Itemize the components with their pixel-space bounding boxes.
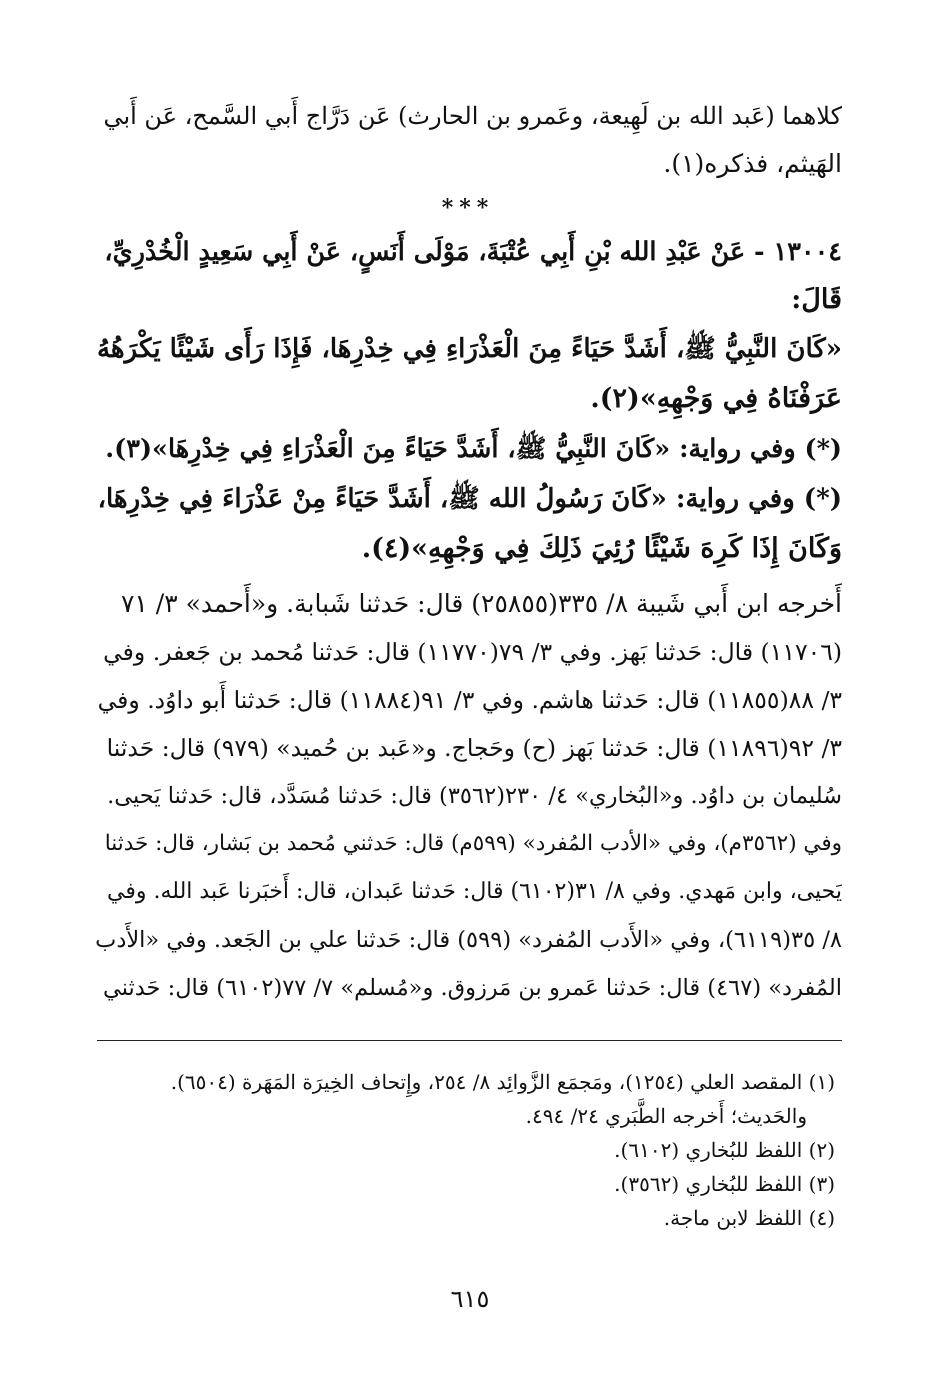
takhrij-line: ٣/ ٩٢(١١٨٩٦) قال: حَدثنا بَهز (ح) وحَجاج. و«عَبد بن حُميد» (٩٧٩) قال: حَدثنا (106, 734, 842, 762)
matn-line: وَكَانَ إِذَا كَرِهَ شَيْئًا رُئِيَ ذَلِكَ فِي وَجْهِهِ»(٤). (361, 533, 842, 564)
matn-line: عَرَفْنَاهُ فِي وَجْهِهِ»(٢). (590, 383, 842, 414)
takhrij-line: (١١٧٠٦) قال: حَدثنا بَهز. وفي ٣/ ٧٩(١١٧٧٠) قال: حَدثنا مُحمد بن جَعفر. وفي (103, 638, 842, 666)
takhrij-paragraph (94, 580, 842, 1012)
takhrij-line: أَخرجه ابن أَبي شَيبة ٨/ ٣٣٥(٢٥٨٥٥) قال: حَدثنا شَبابة. و«أَحمد» ٣/ ٧١ (120, 589, 842, 618)
footnote-1: (١) المقصد العلي (١٢٥٤)، ومَجمَع الزَّوائِد ٨/ ٢٥٤، وإِتحاف الخِيرَة المَهَرة (٦٥٠٤). (170, 1070, 835, 1094)
footnote-1-continuation: والحَديث؛ أَخرجه الطَّبَري ٢٤/ ٤٩٤. (525, 1104, 807, 1128)
takhrij-line: ٣/ ٨٨(١١٨٥٥) قال: حَدثنا هاشم. وفي ٣/ ٩١(١١٨٨٤) قال: حَدثنا أَبو داوُد. وفي (97, 686, 842, 714)
matn-line: (*) وفي رواية: «كَانَ رَسُولُ الله ﷺ، أَشَدَّ حَيَاءً مِنْ عَذْرَاءَ فِي خِدْرِهَا، (97, 484, 842, 514)
riwaya-one (94, 424, 842, 474)
footnote-divider (97, 1040, 842, 1041)
main-text (94, 92, 842, 1012)
hadith-number-line: ١٣٠٠٤ - عَنْ عَبْدِ الله بْنِ أَبِي عُتْبَةَ، مَوْلَى أَنَسٍ، عَنْ أَبِي سَعِيدٍ الْخُدْرِيِّ، (104, 237, 842, 267)
matn-line: «كَانَ النَّبِيُّ ﷺ، أَشَدَّ حَيَاءً مِنَ الْعَذْرَاءِ فِي خِدْرِهَا، فَإِذَا رَأَى شَيْئًا يَكْرَهُهُ (96, 334, 842, 364)
hadith-heading (94, 228, 842, 324)
text-line: الهَيثم، فذكره(١). (663, 149, 842, 178)
footnote-4: (٤) اللفظ لابن ماجة. (663, 1206, 835, 1230)
page-number: ٦١٥ (450, 1285, 490, 1313)
takhrij-line: يَحيى، وابن مَهدي. وفي ٨/ ٣١(٦١٠٢) قال: حَدثنا عَبدان، قال: أَخبَرنا عَبد الله. وفي (107, 879, 842, 904)
footnote-3: (٣) اللفظ للبُخاري (٣٥٦٢). (614, 1172, 835, 1196)
hadith-matn (94, 324, 842, 424)
footnote-2: (٢) اللفظ للبُخاري (٦١٠٢). (614, 1138, 835, 1162)
section-separator: *** (441, 195, 495, 221)
intro-paragraph (94, 92, 842, 188)
takhrij-line: سُليمان بن داوُد. و«البُخاري» ٤/ ٢٣٠(٣٥٦٢) قال: حَدثنا مُسَدَّد، قال: حَدثنا يَحيى. (107, 783, 842, 809)
riwaya-two (94, 474, 842, 574)
takhrij-line: وفي (٣٥٦٢م)، وفي «الأدب المُفرد» (٥٩٩م) قال: حَدثني مُحمد بن بَشار، قال: حَدثنا (104, 831, 842, 856)
footnotes (97, 1065, 835, 1235)
text-line: كلاهما (عَبد الله بن لَهِيعة، وعَمرو بن الحارث) عَن دَرَّاج أَبي السَّمح، عَن أَبي (103, 102, 842, 130)
takhrij-line: المُفرد» (٤٦٧) قال: حَدثنا عَمرو بن مَرزوق. و«مُسلم» ٧/ ٧٧(٦١٠٢) قال: حَدثني (102, 975, 842, 1001)
takhrij-line: ٨/ ٣٥(٦١١٩)، وفي «الأَدب المُفرد» (٥٩٩) قال: حَدثنا علي بن الجَعد. وفي «الأَدب (95, 927, 842, 953)
text-line: قَالَ: (791, 284, 842, 315)
matn-line: (*) وفي رواية: «كَانَ النَّبِيُّ ﷺ، أَشَدَّ حَيَاءً مِنَ الْعَذْرَاءِ فِي خِدْرِهَا»(٣). (105, 434, 842, 464)
